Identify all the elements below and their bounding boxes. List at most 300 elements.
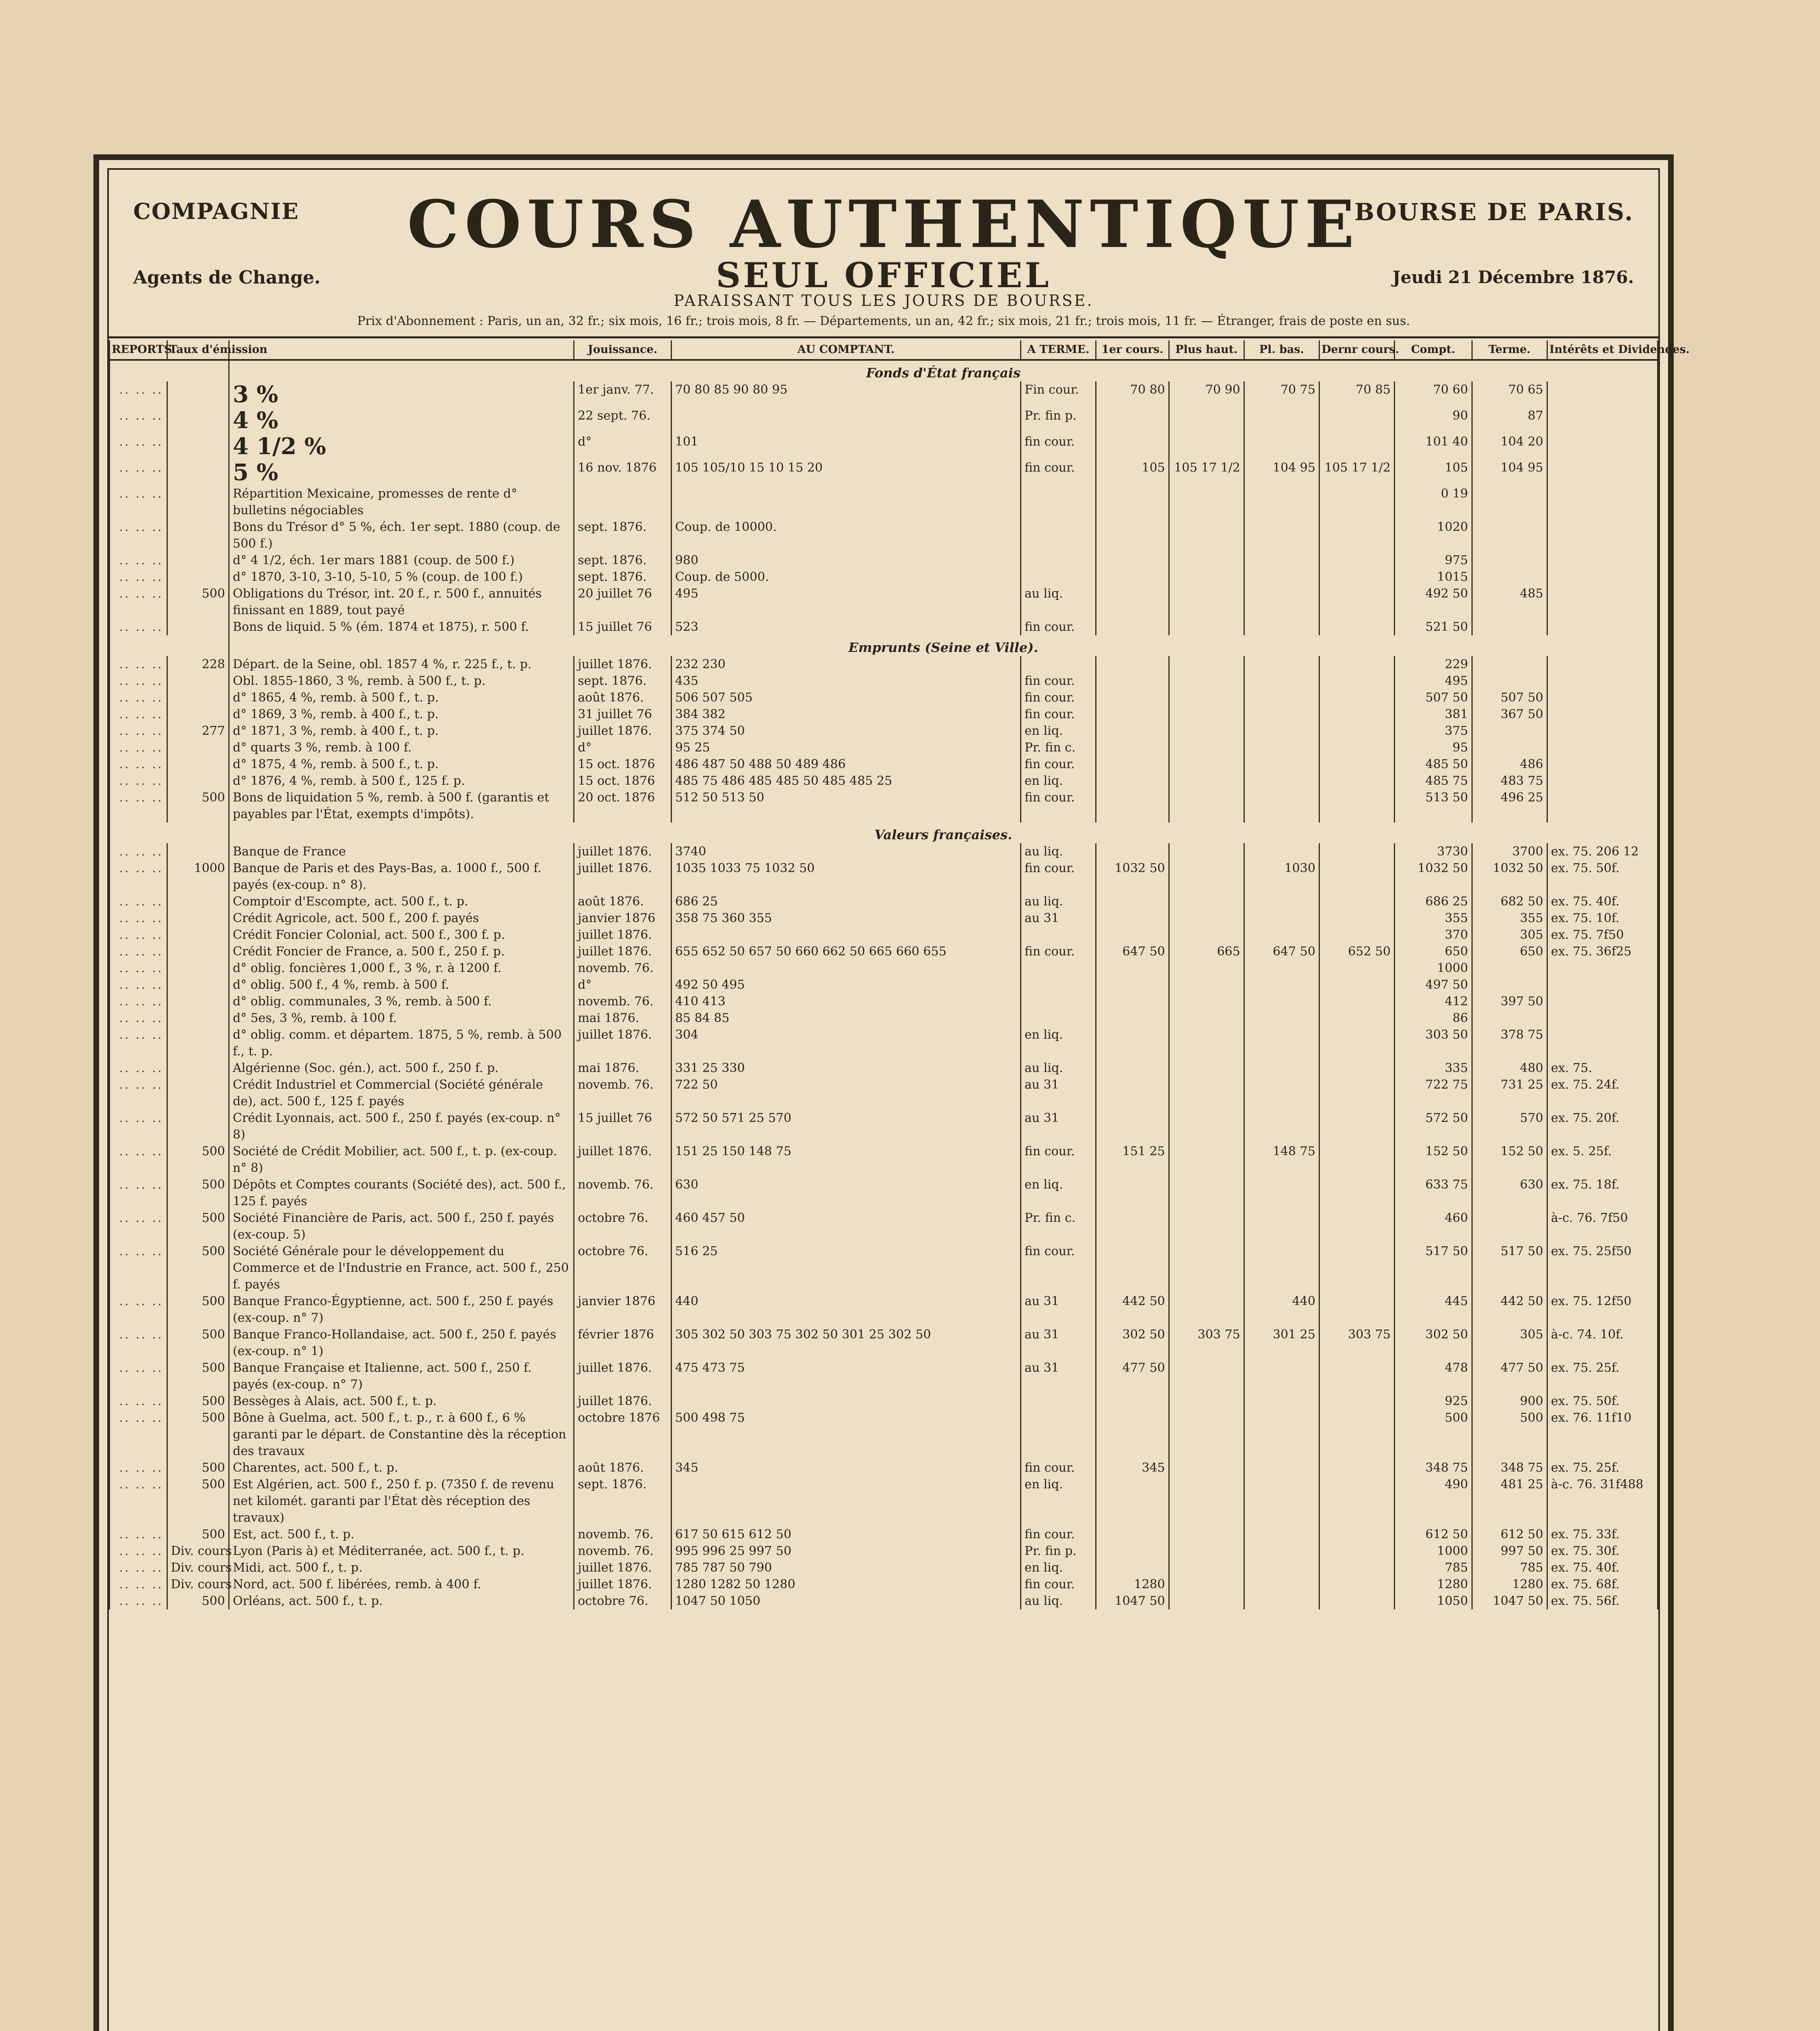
page-frame [107,168,1690,2031]
cell-prev_c: 101 40 [1395,433,1472,459]
cell-first [1096,519,1169,552]
cell-settle [1021,1410,1096,1459]
cell-last [1319,619,1394,635]
cell-low [1244,756,1319,773]
cell-first [1096,723,1169,739]
cell-jouiss: juillet 1876. [574,656,672,673]
cell-first [1096,1110,1169,1143]
cell-int: à-c. 74. 10f. [1547,1326,1658,1360]
cell-low [1244,1593,1319,1609]
cell-prev_t: 70 65 [1472,381,1547,407]
table-row [110,485,1658,519]
cell-prev_c: 381 [1395,706,1472,723]
cell-settle [1021,656,1096,673]
cell-last [1319,433,1394,459]
cell-low: 301 25 [1244,1326,1319,1360]
cell-prev_t: 483 75 [1472,773,1547,789]
cell-taux [167,910,229,927]
cell-taux [167,773,229,789]
table-row [110,910,1658,927]
cell-desc: Société de Crédit Mobilier, act. 500 f., t. p. (ex-coup. n° 8) [229,1143,574,1176]
cell-desc: Bessèges à Alais, act. 500 f., t. p. [229,1393,574,1410]
cell-prev_c: 370 [1395,927,1472,943]
cell-high [1169,552,1244,569]
cell-desc: Crédit Foncier de France, a. 500 f., 250 f. p. [229,943,574,960]
cell-prev_t [1472,673,1547,689]
cell-prev_c: 348 75 [1395,1459,1472,1476]
cell-prev_c: 3730 [1395,843,1472,860]
cell-settle: Pr. fin p. [1021,1543,1096,1559]
table-row [110,1176,1658,1210]
cell-prev_c: 507 50 [1395,689,1472,706]
page-subtitle: SEUL OFFICIEL [716,255,1051,295]
cell-high [1169,1459,1244,1476]
cell-taux [167,569,229,585]
report-cell [110,823,229,843]
quotes-table [109,340,1690,1609]
col-prev-compt: Compt. [1395,340,1472,360]
cell-high [1169,723,1244,739]
cell-low [1244,1026,1319,1060]
cell-taux [167,407,229,433]
report-cell: .. .. .. [110,927,167,943]
cell-desc: 4 % [229,407,574,433]
cell-settle: fin cour. [1021,619,1096,635]
cell-prev_t: 3700 [1472,843,1547,860]
cell-taux: 500 [167,1360,229,1393]
cell-int [1547,459,1658,485]
cell-prev_t: 485 [1472,585,1547,619]
cell-comptant: 440 [671,1293,1020,1326]
cell-taux [167,1076,229,1110]
cell-taux [167,433,229,459]
cell-jouiss: sept. 1876. [574,569,672,585]
report-cell: .. .. .. [110,1076,167,1110]
table-row [110,1326,1658,1360]
report-cell: .. .. .. [110,1243,167,1293]
cell-int: ex. 75. 30f. [1547,1543,1658,1559]
section-heading [110,360,1658,381]
cell-int: ex. 75. 25f50 [1547,1243,1658,1293]
cell-last [1319,1243,1394,1293]
cell-taux [167,756,229,773]
cell-taux [167,993,229,1010]
cell-last [1319,1026,1394,1060]
report-cell: .. .. .. [110,459,167,485]
cell-int [1547,960,1658,977]
cell-last [1319,910,1394,927]
cell-int: ex. 75. 18f. [1547,1176,1658,1210]
cell-settle: fin cour. [1021,1243,1096,1293]
cell-first [1096,689,1169,706]
cell-jouiss: juillet 1876. [574,843,672,860]
cell-taux [167,927,229,943]
cell-prev_c: 1000 [1395,1543,1472,1559]
cell-prev_t: 87 [1472,407,1547,433]
cell-settle: fin cour. [1021,1459,1096,1476]
cell-comptant: 512 50 513 50 [671,789,1020,823]
cell-jouiss: 31 juillet 76 [574,706,672,723]
cell-last [1319,1143,1394,1176]
report-cell: .. .. .. [110,1393,167,1410]
cell-settle [1021,1393,1096,1410]
cell-comptant: 485 75 486 485 485 50 485 485 25 [671,773,1020,789]
cell-int [1547,1026,1658,1060]
cell-prev_c: 572 50 [1395,1110,1472,1143]
cell-low: 440 [1244,1293,1319,1326]
section-heading [110,823,1658,843]
cell-settle: au 31 [1021,1326,1096,1360]
cell-taux: 1000 [167,860,229,893]
table-row [110,977,1658,993]
cell-comptant: 460 457 50 [671,1210,1020,1243]
table-row [110,407,1658,433]
cell-comptant: 331 25 330 [671,1060,1020,1076]
table-row [110,381,1658,407]
table-row [110,1543,1658,1559]
cell-settle: fin cour. [1021,673,1096,689]
table-row [110,1010,1658,1026]
cell-jouiss: novemb. 76. [574,1176,672,1210]
cell-settle: Fin cour. [1021,381,1096,407]
cell-comptant: 304 [671,1026,1020,1060]
cell-desc: Crédit Agricole, act. 500 f., 200 f. payés [229,910,574,927]
cell-taux: 500 [167,1293,229,1326]
cell-taux: 500 [167,1410,229,1459]
cell-settle: en liq. [1021,773,1096,789]
cell-first: 345 [1096,1459,1169,1476]
cell-high [1169,1293,1244,1326]
cell-last [1319,756,1394,773]
report-cell: .. .. .. [110,960,167,977]
cell-int [1547,585,1658,619]
header-rule [109,336,1658,338]
cell-prev_c: 303 50 [1395,1026,1472,1060]
table-row [110,1143,1658,1176]
report-cell: .. .. .. [110,1026,167,1060]
cell-settle: au 31 [1021,1360,1096,1393]
cell-first [1096,756,1169,773]
cell-int: ex. 75. 40f. [1547,893,1658,910]
cell-int: ex. 75. 10f. [1547,910,1658,927]
cell-comptant: 495 [671,585,1020,619]
cell-taux [167,1060,229,1076]
table-row [110,943,1658,960]
cell-prev_t: 305 [1472,927,1547,943]
cell-high: 303 75 [1169,1326,1244,1360]
cell-low [1244,706,1319,723]
cell-prev_c: 229 [1395,656,1472,673]
cell-int [1547,789,1658,823]
cell-settle [1021,519,1096,552]
cell-prev_c: 925 [1395,1393,1472,1410]
cell-comptant: 151 25 150 148 75 [671,1143,1020,1176]
cell-int: ex. 75. 12f50 [1547,1293,1658,1326]
report-cell: .. .. .. [110,1110,167,1143]
report-cell: .. .. .. [110,1210,167,1243]
cell-settle: au 31 [1021,1293,1096,1326]
cell-comptant: 630 [671,1176,1020,1210]
cell-int [1547,619,1658,635]
cell-jouiss: 1er janv. 77. [574,381,672,407]
header-date: Jeudi 21 Décembre 1876. [1392,267,1634,287]
cell-taux: 500 [167,789,229,823]
cell-high [1169,1143,1244,1176]
table-row [110,843,1658,860]
cell-prev_t [1472,519,1547,552]
table-row [110,519,1658,552]
cell-first: 477 50 [1096,1360,1169,1393]
cell-prev_t: 630 [1472,1176,1547,1210]
cell-high [1169,893,1244,910]
cell-prev_c: 1015 [1395,569,1472,585]
cell-first [1096,927,1169,943]
cell-last [1319,843,1394,860]
cell-last [1319,860,1394,893]
cell-taux: 228 [167,656,229,673]
cell-settle: fin cour. [1021,860,1096,893]
cell-settle: au 31 [1021,1076,1096,1110]
cell-int: ex. 75. [1547,1060,1658,1076]
col-first: 1er cours. [1096,340,1169,360]
cell-int [1547,689,1658,706]
cell-first: 70 80 [1096,381,1169,407]
report-cell: .. .. .. [110,1360,167,1393]
cell-desc: Société Financière de Paris, act. 500 f., 250 f. payés (ex-coup. 5) [229,1210,574,1243]
table-row [110,893,1658,910]
cell-last [1319,689,1394,706]
cell-settle: en liq. [1021,1476,1096,1526]
cell-last [1319,1076,1394,1110]
cell-comptant: 70 80 85 90 80 95 [671,381,1020,407]
cell-int: ex. 75. 24f. [1547,1076,1658,1110]
cell-jouiss: d° [574,977,672,993]
table-row [110,433,1658,459]
cell-first [1096,773,1169,789]
cell-prev_t: 486 [1472,756,1547,773]
cell-int: ex. 75. 56f. [1547,1593,1658,1609]
cell-last [1319,569,1394,585]
cell-settle: en liq. [1021,1026,1096,1060]
cell-prev_c: 500 [1395,1410,1472,1459]
cell-low [1244,789,1319,823]
cell-int: ex. 75. 33f. [1547,1526,1658,1543]
cell-desc: Bons de liquidation 5 %, remb. à 500 f. (garantis et payables par l'État, exempts d'impôts). [229,789,574,823]
cell-desc: Banque Franco-Hollandaise, act. 500 f., 250 f. payés (ex-coup. n° 1) [229,1326,574,1360]
cell-settle: fin cour. [1021,706,1096,723]
cell-prev_t: 442 50 [1472,1293,1547,1326]
report-cell: .. .. .. [110,773,167,789]
section-heading [110,635,1658,656]
cell-prev_c: 1050 [1395,1593,1472,1609]
cell-last [1319,1060,1394,1076]
table-row [110,1410,1658,1459]
cell-first [1096,1076,1169,1110]
cell-desc: d° quarts 3 %, remb. à 100 f. [229,739,574,756]
cell-taux [167,977,229,993]
cell-comptant: 475 473 75 [671,1360,1020,1393]
table-header-row [110,340,1658,360]
cell-prev_c: 490 [1395,1476,1472,1526]
cell-low [1244,960,1319,977]
report-cell: .. .. .. [110,1176,167,1210]
table-row [110,1210,1658,1243]
cell-prev_t [1472,960,1547,977]
cell-first [1096,977,1169,993]
table-row [110,1060,1658,1076]
cell-taux [167,519,229,552]
cell-prev_c: 355 [1395,910,1472,927]
cell-prev_c: 492 50 [1395,585,1472,619]
cell-prev_t: 152 50 [1472,1143,1547,1176]
cell-high [1169,1026,1244,1060]
cell-taux: 500 [167,1210,229,1243]
cell-taux [167,689,229,706]
cell-low [1244,739,1319,756]
cell-desc: Départ. de la Seine, obl. 1857 4 %, r. 225 f., t. p. [229,656,574,673]
cell-low [1244,977,1319,993]
report-cell: .. .. .. [110,1559,167,1576]
cell-int: ex. 75. 40f. [1547,1559,1658,1576]
cell-int [1547,773,1658,789]
col-interets: Intérêts et Dividendes. [1547,340,1658,360]
cell-desc: 4 1/2 % [229,433,574,459]
cell-high [1169,756,1244,773]
document-page [93,154,1690,2031]
cell-jouiss: juillet 1876. [574,1559,672,1576]
cell-int [1547,993,1658,1010]
report-cell: .. .. .. [110,910,167,927]
cell-last [1319,1176,1394,1210]
cell-low [1244,619,1319,635]
cell-prev_t: 104 95 [1472,459,1547,485]
cell-desc: Obligations du Trésor, int. 20 f., r. 500 f., annuités finissant en 1889, tout payé [229,585,574,619]
cell-desc: Algérienne (Soc. gén.), act. 500 f., 250 f. p. [229,1060,574,1076]
cell-high [1169,739,1244,756]
cell-high [1169,789,1244,823]
table-row [110,773,1658,789]
cell-jouiss: janvier 1876 [574,1293,672,1326]
cell-int [1547,706,1658,723]
cell-jouiss: novemb. 76. [574,993,672,1010]
cell-prev_c: 686 25 [1395,893,1472,910]
cell-first [1096,407,1169,433]
cell-int: ex. 75. 36f25 [1547,943,1658,960]
cell-comptant [671,1476,1020,1526]
cell-comptant: 358 75 360 355 [671,910,1020,927]
cell-int [1547,433,1658,459]
report-cell: .. .. .. [110,656,167,673]
cell-desc: Banque de Paris et des Pays-Bas, a. 1000 f., 500 f. payés (ex-coup. n° 8). [229,860,574,893]
cell-settle [1021,485,1096,519]
table-row [110,1360,1658,1393]
table-row [110,569,1658,585]
cell-first: 1047 50 [1096,1593,1169,1609]
cell-taux: 500 [167,1476,229,1526]
cell-comptant [671,927,1020,943]
cell-int [1547,977,1658,993]
cell-comptant: 305 302 50 303 75 302 50 301 25 302 50 [671,1326,1020,1360]
cell-prev_t: 397 50 [1472,993,1547,1010]
report-cell: .. .. .. [110,519,167,552]
cell-prev_c: 152 50 [1395,1143,1472,1176]
cell-high [1169,1360,1244,1393]
cell-high [1169,1076,1244,1110]
cell-settle: au liq. [1021,893,1096,910]
cell-low [1244,1576,1319,1593]
cell-comptant: 95 25 [671,739,1020,756]
report-cell: .. .. .. [110,756,167,773]
report-cell: .. .. .. [110,407,167,433]
cell-desc: Est, act. 500 f., t. p. [229,1526,574,1543]
cell-prev_t [1472,485,1547,519]
cell-last [1319,893,1394,910]
cell-last [1319,773,1394,789]
cell-first: 105 [1096,459,1169,485]
cell-first [1096,569,1169,585]
cell-low [1244,433,1319,459]
cell-int: ex. 75. 20f. [1547,1110,1658,1143]
cell-low [1244,1210,1319,1243]
cell-high [1169,1526,1244,1543]
cell-high [1169,773,1244,789]
report-cell: .. .. .. [110,1410,167,1459]
cell-jouiss: juillet 1876. [574,1393,672,1410]
cell-low [1244,1410,1319,1459]
cell-prev_t: 480 [1472,1060,1547,1076]
cell-last [1319,1543,1394,1559]
cell-last [1319,1110,1394,1143]
cell-settle: en liq. [1021,1176,1096,1210]
cell-int [1547,739,1658,756]
cell-prev_c: 513 50 [1395,789,1472,823]
cell-taux [167,739,229,756]
cell-desc: d° 4 1/2, éch. 1er mars 1881 (coup. de 500 f.) [229,552,574,569]
cell-prev_c: 521 50 [1395,619,1472,635]
cell-taux: Div. cours [167,1543,229,1559]
cell-first [1096,1393,1169,1410]
cell-comptant: 105 105/10 15 10 15 20 [671,459,1020,485]
cell-first [1096,433,1169,459]
cell-comptant: 435 [671,673,1020,689]
cell-desc: Midi, act. 500 f., t. p. [229,1559,574,1576]
cell-low [1244,910,1319,927]
cell-taux: 500 [167,1393,229,1410]
cell-int [1547,569,1658,585]
cell-high [1169,1176,1244,1210]
cell-comptant: 384 382 [671,706,1020,723]
cell-desc: d° 1865, 4 %, remb. à 500 f., t. p. [229,689,574,706]
cell-prev_t: 500 [1472,1410,1547,1459]
cell-int [1547,656,1658,673]
cell-first [1096,1410,1169,1459]
cell-prev_t: 496 25 [1472,789,1547,823]
cell-last [1319,1410,1394,1459]
cell-desc: Bône à Guelma, act. 500 f., t. p., r. à 600 f., 6 % garanti par le départ. de Constantine dès la réception des travaux [229,1410,574,1459]
cell-int: ex. 75. 25f. [1547,1360,1658,1393]
cell-high [1169,843,1244,860]
cell-comptant [671,960,1020,977]
cell-comptant: 345 [671,1459,1020,1476]
cell-low: 70 75 [1244,381,1319,407]
cell-first [1096,739,1169,756]
cell-desc: Lyon (Paris à) et Méditerranée, act. 500 f., t. p. [229,1543,574,1559]
table-row [110,1526,1658,1543]
cell-prev_c: 0 19 [1395,485,1472,519]
cell-first [1096,1026,1169,1060]
cell-desc: Nord, act. 500 f. libérées, remb. à 400 f. [229,1576,574,1593]
cell-comptant [671,407,1020,433]
